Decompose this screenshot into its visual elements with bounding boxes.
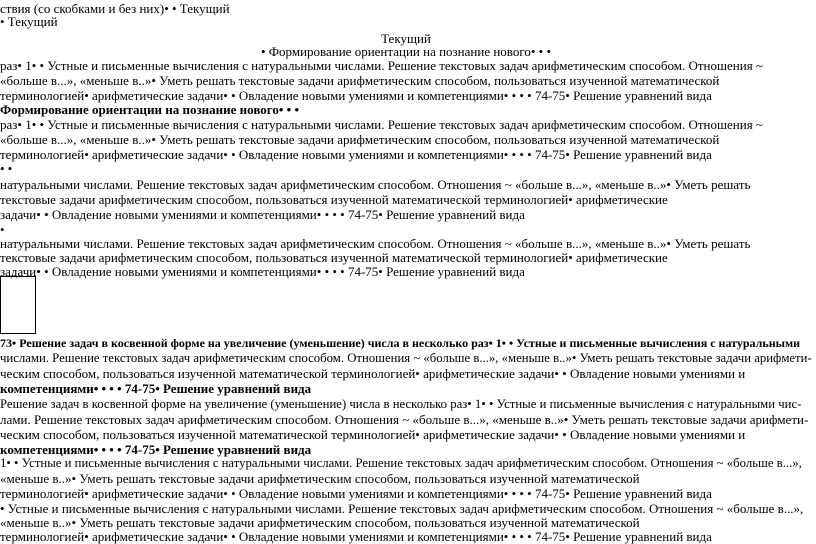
text-line: числами. Решение текстовых задач арифметическим способом. Отношения ~ «больше в...», «меньше в..»• Уметь решать текстовые задачи арифмети- [0,351,812,365]
text-line: натуральными числами. Решение текстовых задач арифметическим способом. Отношения ~ «больше в...», «меньше в..»• Уметь решать [0,236,751,251]
text-line: • [0,222,5,237]
text-line: «больше в...», «меньше в..»• Уметь решать текстовые задачи арифметическим способом, пользоваться изученной математической [0,132,720,147]
text-line: Решение задач в косвенной форме на увеличение (уменьшение) числа в несколько раз• 1• • Устные и письменные вычисления с натуральными чис- [0,397,802,411]
text-line: «меньше в..»• Уметь решать текстовые задачи арифметическим способом, пользоваться изученной математической [0,515,640,530]
text-line: натуральными числами. Решение текстовых задач арифметическим способом. Отношения ~ «больше в...», «меньше в..»• Уметь решать [0,177,751,192]
text-line: «меньше в..»• Уметь решать текстовые задачи арифметическим способом, пользоваться изученной математической [0,471,640,486]
text-line: ческим способом, пользоваться изученной математической терминологией• арифметические задачи• • Овладение новыми умениями и [0,427,746,442]
text-line: лами. Решение текстовых задач арифметическим способом. Отношения ~ «больше в...», «меньше в..»• Уметь решать текстовые задачи арифмети- [0,412,809,427]
text-line: компетенциями• • • • 74-75• Решение уравнений вида [0,381,312,396]
text-line: задачи• • Овладение новыми умениями и компетенциями• • • • 74-75• Решение уравнений вида [0,207,525,222]
text-line: компетенциями• • • • 74-75• Решение уравнений вида [0,442,312,457]
text-line: текстовые задачи арифметическим способом, пользоваться изученной математической терминологией• арифметические [0,250,668,265]
text-line: терминологией• арифметические задачи• • Овладение новыми умениями и компетенциями• • • • 74-75• Решение уравнений вида [0,486,712,501]
text-line: • Текущий [0,14,58,29]
text-line: раз• 1• • Устные и письменные вычисления с натуральными числами. Решение текстовых задач арифметическим способом. Отношения ~ [0,58,763,73]
text-line: текстовые задачи арифметическим способом, пользоваться изученной математической терминологией• арифметические [0,192,668,207]
text-line: терминологией• арифметические задачи• • Овладение новыми умениями и компетенциями• • • • 74-75• Решение уравнений вида [0,88,712,103]
text-line: ствия (со скобками и без них)• • Текущий [0,1,230,16]
text-line: раз• 1• • Устные и письменные вычисления с натуральными числами. Решение текстовых задач арифметическим способом. Отношения ~ [0,117,763,132]
text-line: «больше в...», «меньше в..»• Уметь решать текстовые задачи арифметическим способом, пользоваться изученной математической [0,73,720,88]
text-line: 73• Решение задач в косвенной форме на увеличение (уменьшение) числа в несколько раз• 1• • Устные и письменные вычисления с натуральными [0,336,801,350]
text-line: • • [0,161,13,176]
heading-current: Текущий [381,31,431,46]
empty-frame [0,276,36,334]
text-line: 1• • Устные и письменные вычисления с натуральными числами. Решение текстовых задач арифметическим способом. Отношения ~ «больше в...», [0,456,802,470]
text-line: терминологией• арифметические задачи• • Овладение новыми умениями и компетенциями• • • • 74-75• Решение уравнений вида [0,529,712,544]
heading-orientation: • Формирование ориентации на познание нового• • • [260,44,552,59]
text-line: задачи• • Овладение новыми умениями и компетенциями• • • • 74-75• Решение уравнений вида [0,264,525,279]
text-line: терминологией• арифметические задачи• • Овладение новыми умениями и компетенциями• • • • 74-75• Решение уравнений вида [0,147,712,162]
text-line: ческим способом, пользоваться изученной математической терминологией• арифметические задачи• • Овладение новыми умениями и [0,366,746,381]
text-line: • Устные и письменные вычисления с натуральными числами. Решение текстовых задач арифметическим способом. Отношения ~ «больше в...», [0,501,804,516]
section-heading: Формирование ориентации на познание нового• • • [0,102,299,117]
